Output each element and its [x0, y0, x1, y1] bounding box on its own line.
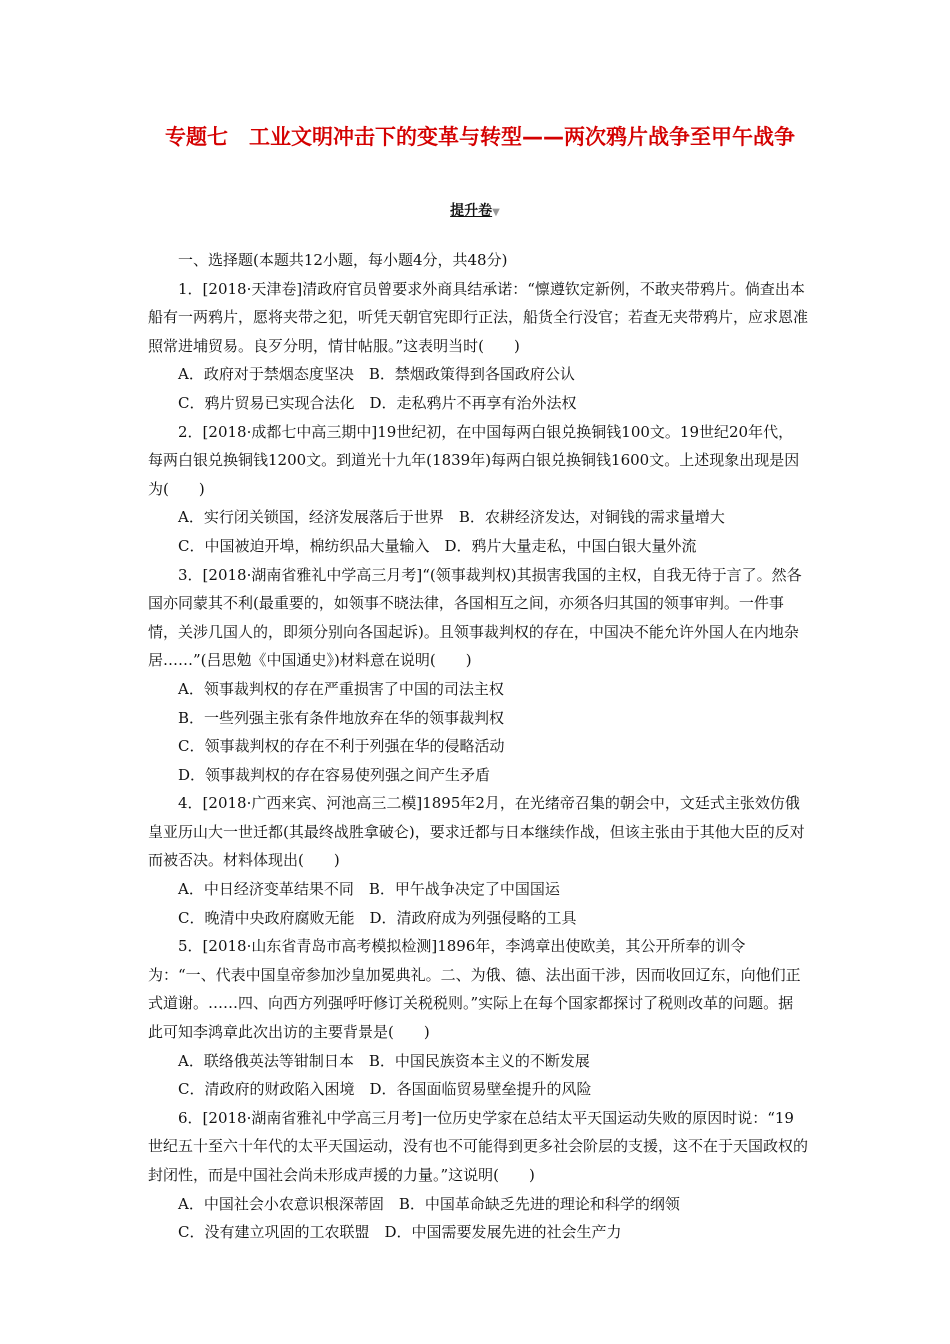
question-option: A．联络俄英法等钳制日本 B．中国民族资本主义的不断发展: [178, 1051, 590, 1070]
question-stem: 1．[2018·天津卷]清政府官员曾要求外商具结承诺：“懔遵钦定新例，不敢夹带鸦片。倘查出本船有一两鸦片，愿将夹带之犯，听凭天朝官宪即行正法，船货全行没官；若查无夹带鸦片，应求恩准照常进埔贸易。良歹分明，情甘帖服。”这表明当时( ): [148, 279, 809, 355]
question-option: C．晚清中央政府腐败无能 D．清政府成为列强侵略的工具: [178, 908, 577, 927]
question-stem: 4．[2018·广西来宾、河池高三二模]1895年2月，在光绪帝召集的朝会中，文廷式主张效仿俄皇亚历山大一世迁都(其最终战胜拿破仑)，要求迁都与日本继续作战，但该主张由于其他大臣的反对而被否决。材料体现出( ): [148, 794, 805, 870]
question-option: A．实行闭关锁国，经济发展落后于世界 B．农耕经济发达，对铜钱的需求量增大: [178, 508, 725, 527]
question-option: A．领事裁判权的存在严重损害了中国的司法主权: [178, 679, 504, 698]
question-option: D．领事裁判权的存在容易使列强之间产生矛盾: [178, 765, 491, 784]
subtitle-label: 提升卷: [450, 203, 493, 219]
question-stem: 5．[2018·山东省青岛市高考模拟检测]1896年，李鸿章出使欧美，其公开所奉的训令为：“一、代表中国皇帝参加沙皇加冕典礼。二、为俄、德、法出面干涉，因而收回辽东，向他们正式道谢。……四、向西方列强呼吁修订关税税则。”实际上在每个国家都探讨了税则改革的问题。据此可知李鸿章此次出访的主要背景是( ): [148, 937, 801, 1042]
question-stem: 2．[2018·成都七中高三期中]19世纪初，在中国每两白银兑换铜钱100文。19世纪20年代，每两白银兑换铜钱1200文。到道光十九年(1839年)每两白银兑换铜钱1600文。上述现象出现是因为( ): [148, 422, 800, 498]
question-option: A．中国社会小农意识根深蒂固 B．中国革命缺乏先进的理论和科学的纲领: [178, 1194, 680, 1213]
page-title: 专题七 工业文明冲击下的变革与转型——两次鸦片战争至甲午战争: [165, 125, 795, 149]
question-option: C．没有建立巩固的工农联盟 D．中国需要发展先进的社会生产力: [178, 1223, 622, 1242]
question-option: C．清政府的财政陷入困境 D．各国面临贸易壁垒提升的风险: [178, 1080, 592, 1099]
triangle-down-icon: ▼: [492, 207, 500, 218]
subtitle: [0, 200, 950, 220]
section-header: 一、选择题(本题共12小题，每小题4分，共48分): [178, 251, 508, 269]
question-option: A．中日经济变革结果不同 B．甲午战争决定了中国国运: [178, 880, 560, 899]
question-stem: 3．[2018·湖南省雅礼中学高三月考]“(领事裁判权)其损害我国的主权，自我无待于言了。然各国亦同蒙其不利(最重要的，如领事不晓法律，各国相互之间，亦须各归其国的领事审判。一件事情，关涉几国人的，即须分别向各国起诉)。且领事裁判权的存在，中国决不能允许外国人在内地杂居……”(吕思勉《中国通史》)材料意在说明( ): [148, 565, 802, 670]
question-body: [148, 246, 808, 1247]
question-stem: 6．[2018·湖南省雅礼中学高三月考]一位历史学家在总结太平天国运动失败的原因时说：“19世纪五十至六十年代的太平天国运动，没有也不可能得到更多社会阶层的支援，这不在于天国政权的封闭性，而是中国社会尚未形成声援的力量。”这说明( ): [148, 1108, 809, 1184]
question-option: A．政府对于禁烟态度坚决 B．禁烟政策得到各国政府公认: [178, 365, 575, 384]
question-option: B．一些列强主张有条件地放弃在华的领事裁判权: [178, 708, 505, 727]
question-option: C．鸦片贸易已实现合法化 D．走私鸦片不再享有治外法权: [178, 393, 577, 412]
question-option: C．中国被迫开埠，棉纺织品大量输入 D．鸦片大量走私，中国白银大量外流: [178, 536, 697, 555]
question-option: C．领事裁判权的存在不利于列强在华的侵略活动: [178, 737, 505, 756]
